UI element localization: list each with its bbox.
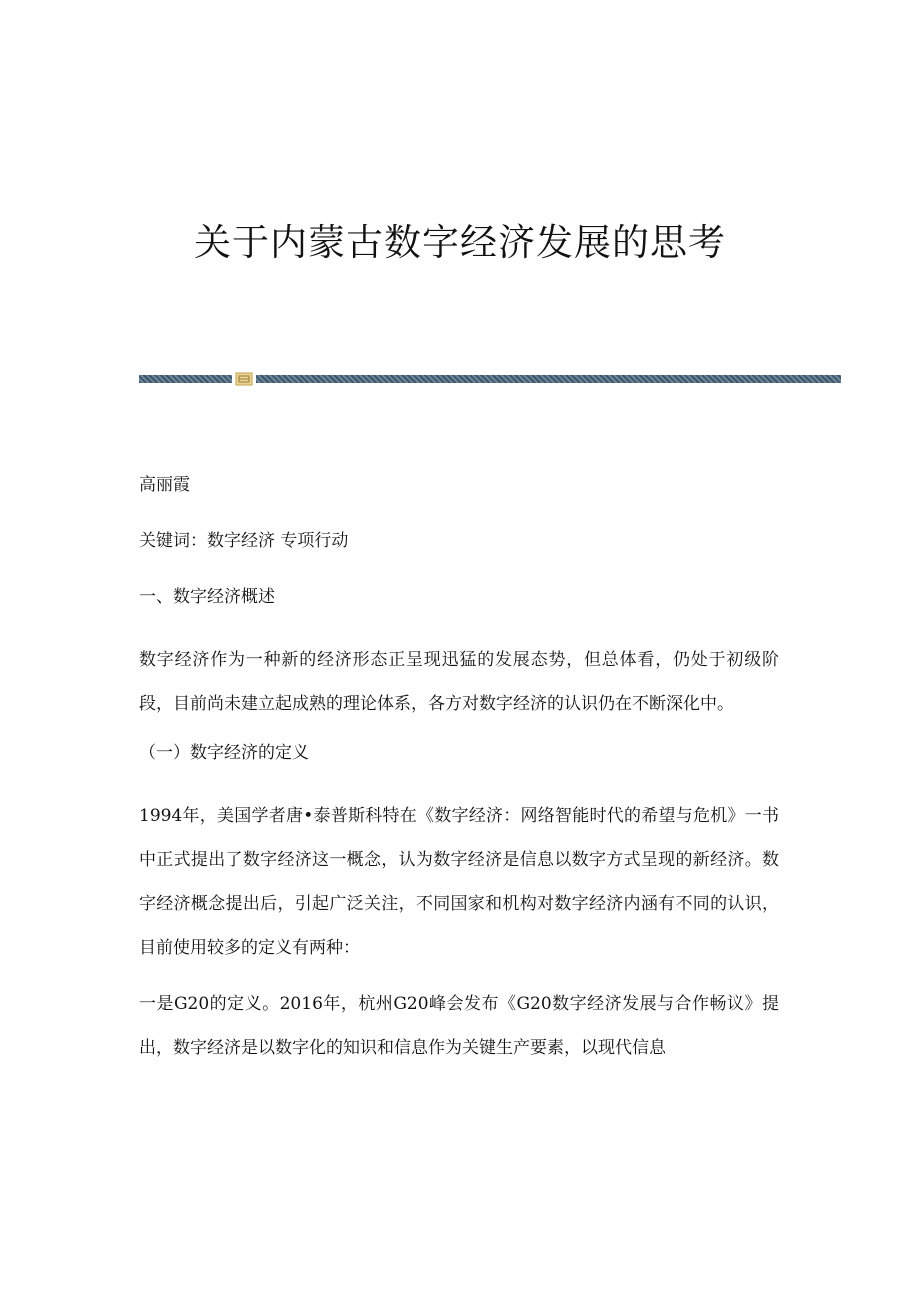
keywords-line: 关键词：数字经济 专项行动 [139,531,349,551]
document-title: 关于内蒙古数字经济发展的思考 [194,221,726,264]
divider-ornament-icon [235,372,253,386]
g20-paragraph: 一是G20的定义。2016年，杭州G20峰会发布《G20数字经济发展与合作畅议》提出，数字经济是以数字化的知识和信息作为关键生产要素，以现代信息 [139,994,779,1058]
section-heading: 一、数字经济概述 [139,587,275,607]
title-divider [139,372,841,386]
section-paragraph: 数字经济作为一种新的经济形态正呈现迅猛的发展态势，但总体看，仍处于初级阶段，目前尚未建立起成熟的理论体系，各方对数字经济的认识仍在不断深化中。 [139,650,779,714]
divider-bar-right [256,375,841,383]
definition-paragraph: 1994年，美国学者唐•泰普斯科特在《数字经济：网络智能时代的希望与危机》一书中正式提出了数字经济这一概念，认为数字经济是信息以数字方式呈现的新经济。数字经济概念提出后，引起广泛关注，不同国家和机构对数字经济内涵有不同的认识，目前使用较多的定义有两种： [139,806,779,958]
subsection-heading: （一）数字经济的定义 [139,743,309,763]
document-body [139,470,779,1082]
author-name: 高丽霞 [139,475,190,495]
divider-bar-left [139,375,232,383]
